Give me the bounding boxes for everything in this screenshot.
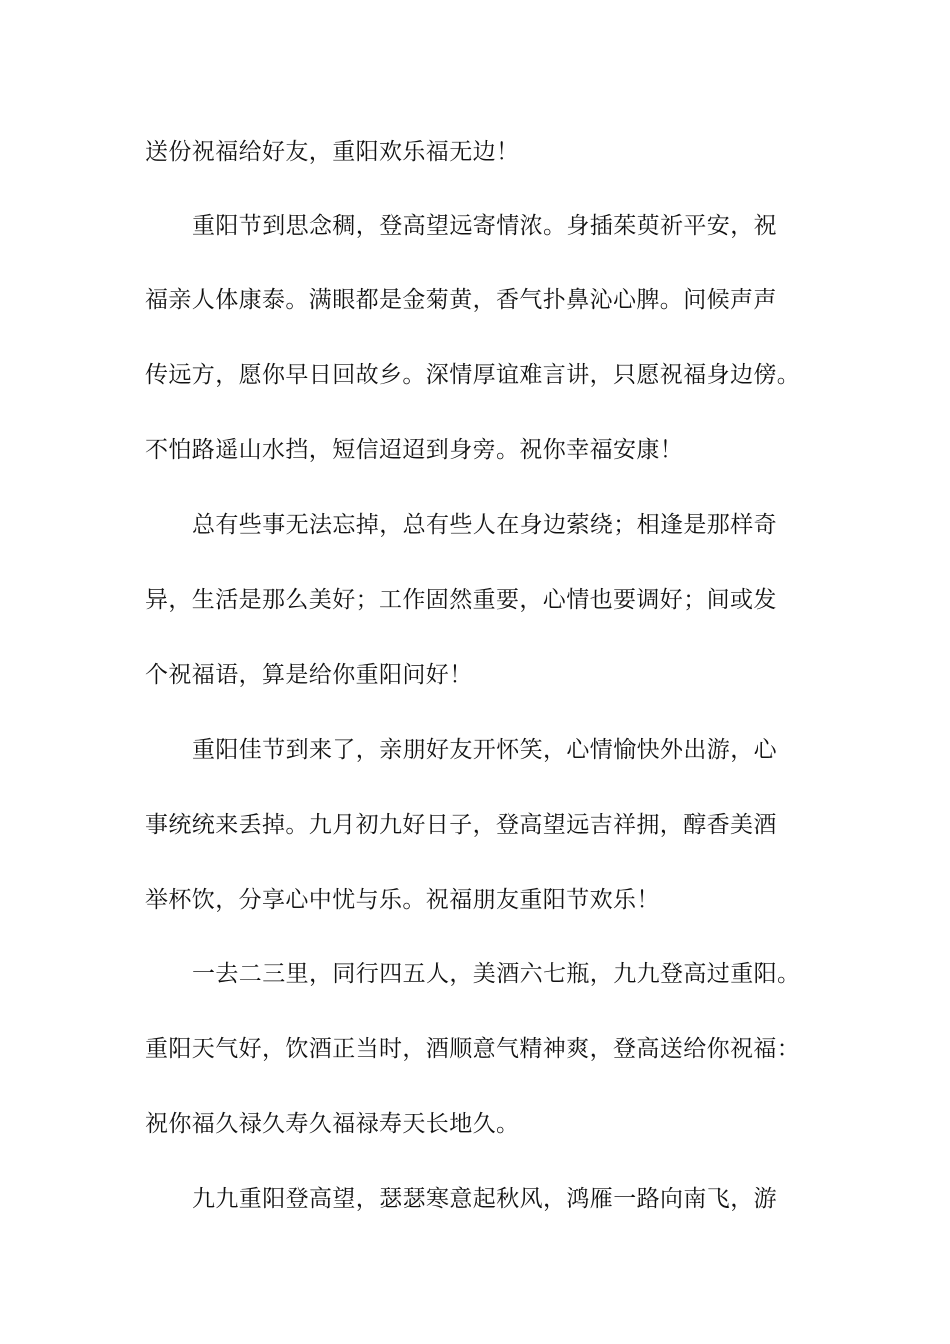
text-line: 祝你福久禄久寿久福禄寿天长地久。 [145,1111,520,1137]
text-line: 不怕路遥山水挡，短信迢迢到身旁。祝你幸福安康！ [145,437,684,463]
text-line: 举杯饮，分享心中忧与乐。祝福朋友重阳节欢乐！ [145,887,660,913]
paragraph-first-line: 重阳节到思念稠，登高望远寄情浓。身插茱萸祈平安，祝 [192,213,777,239]
paragraph-first-line: 总有些事无法忘掉，总有些人在身边萦绕；相逢是那样奇 [192,512,777,538]
text-line: 异，生活是那么美好；工作固然重要，心情也要调好；间或发 [145,587,777,613]
text-line: 重阳天气好，饮酒正当时，酒顺意气精神爽，登高送给你祝福： [145,1036,801,1062]
text-line: 传远方，愿你早日回故乡。深情厚谊难言讲，只愿祝福身边傍。 [145,362,801,388]
text-line: 个祝福语，算是给你重阳问好！ [145,662,473,688]
text-line: 送份祝福给好友，重阳欢乐福无边！ [145,139,520,165]
paragraph-first-line: 九九重阳登高望，瑟瑟寒意起秋风，鸿雁一路向南飞，游 [192,1186,777,1212]
paragraph-first-line: 一去二三里，同行四五人，美酒六七瓶，九九登高过重阳。 [192,961,801,987]
text-line: 事统统来丢掉。九月初九好日子，登高望远吉祥拥，醇香美酒 [145,812,777,838]
paragraph-first-line: 重阳佳节到来了，亲朋好友开怀笑，心情愉快外出游，心 [192,737,777,763]
text-line: 福亲人体康泰。满眼都是金菊黄，香气扑鼻沁心脾。问候声声 [145,287,777,313]
